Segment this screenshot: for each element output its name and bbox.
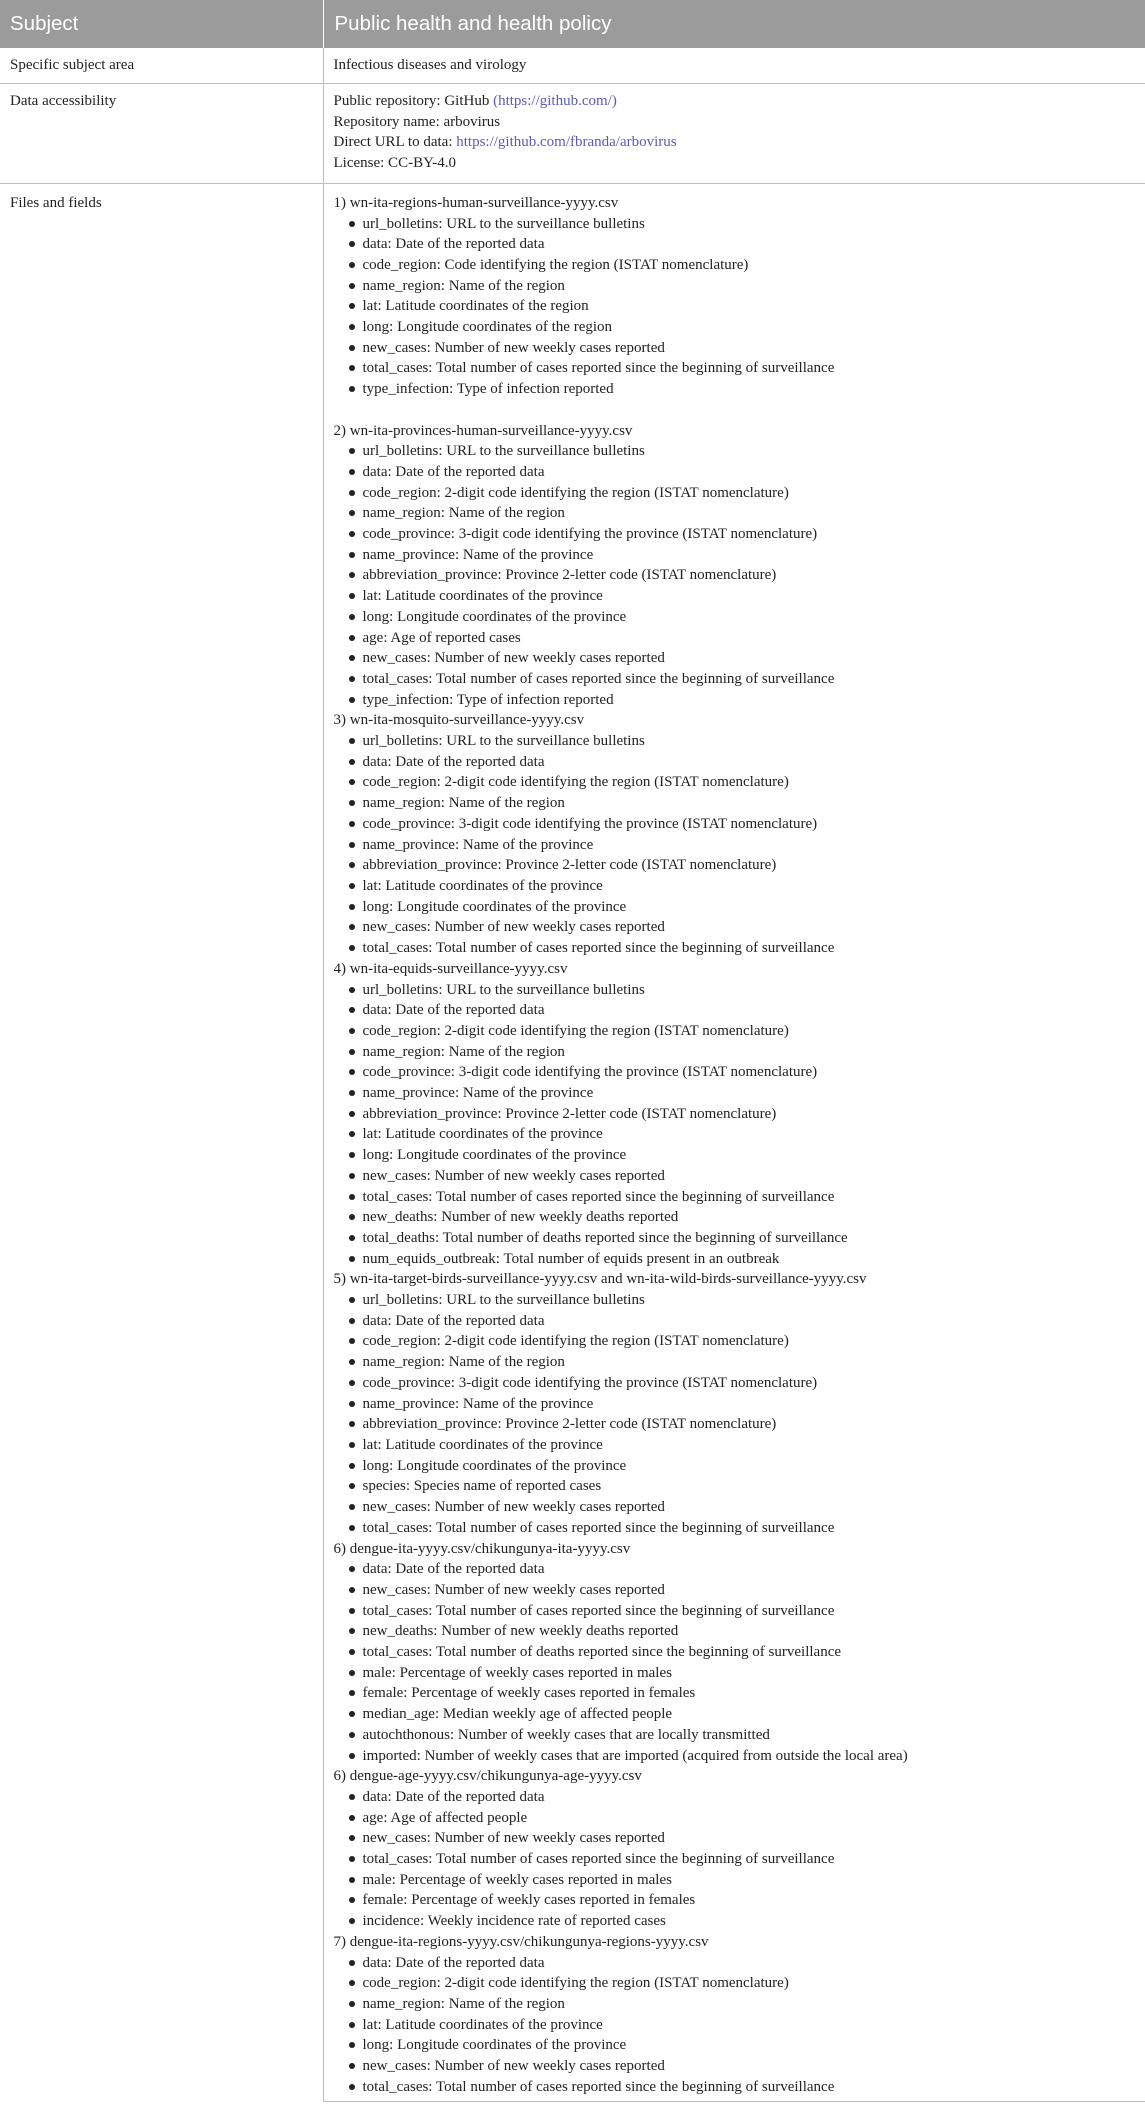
field-list-item: [349, 1663, 1136, 1684]
field-list-item: [349, 1394, 1136, 1415]
header-subject: Subject: [0, 0, 323, 48]
field-list: [334, 1290, 1136, 1538]
field-list-item: [349, 1725, 1136, 1746]
bullet-icon: [349, 904, 355, 910]
file-group: [334, 1539, 1136, 1767]
field-text: long: Longitude coordinates of the province: [362, 898, 627, 915]
bullet-icon: [349, 1442, 355, 1448]
table-row: [0, 183, 1145, 2102]
field-list-item: [349, 503, 1136, 524]
bullet-icon: [349, 1980, 355, 1986]
field-text: data: Date of the reported data: [362, 463, 545, 480]
field-list-item: [349, 214, 1136, 235]
field-list-item: [349, 1166, 1136, 1187]
direct-url-prefix: Direct URL to data:: [333, 134, 457, 151]
field-list-item: [349, 317, 1136, 338]
field-list-item: [349, 1000, 1136, 1021]
field-text: new_cases: Number of new weekly cases reported: [362, 919, 665, 936]
bullet-icon: [349, 1566, 355, 1572]
bullet-icon: [349, 490, 355, 496]
field-text: new_cases: Number of new weekly cases reported: [362, 650, 665, 667]
field-list-item: [349, 1228, 1136, 1249]
file-title: 5) wn-ita-target-birds-surveillance-yyyy.csv and wn-ita-wild-birds-surveillance-yyyy.csv: [333, 1271, 867, 1288]
bullet-icon: [349, 552, 355, 558]
field-list: [334, 214, 1136, 400]
bullet-icon: [349, 1069, 355, 1075]
field-list-item: [349, 1621, 1136, 1642]
field-list-item: [349, 524, 1136, 545]
field-list-item: [349, 1352, 1136, 1373]
file-title: 1) wn-ita-regions-human-surveillance-yyyy.csv: [333, 194, 619, 211]
bullet-icon: [349, 1152, 355, 1158]
field-list-item: [349, 938, 1136, 959]
row-label-data-accessibility: Data accessibility: [0, 84, 323, 184]
file-group: [334, 421, 1136, 711]
field-list-item: [349, 379, 1136, 400]
bullet-icon: [349, 531, 355, 537]
field-list-item: [349, 1187, 1136, 1208]
field-text: name_province: Name of the province: [362, 1085, 594, 1102]
bullet-icon: [349, 1318, 355, 1324]
field-list-item: [349, 1456, 1136, 1477]
field-text: code_region: 2-digit code identifying the region (ISTAT nomenclature): [362, 1022, 789, 1039]
field-list-item: [349, 1104, 1136, 1125]
field-text: type_infection: Type of infection reported: [362, 381, 614, 398]
field-list-item: [349, 1890, 1136, 1911]
row-value-data-accessibility: [323, 84, 1145, 184]
bullet-icon: [349, 1835, 355, 1841]
field-list-item: [349, 793, 1136, 814]
field-list-item: [349, 876, 1136, 897]
bullet-icon: [349, 1214, 355, 1220]
field-text: name_region: Name of the region: [362, 277, 565, 294]
field-text: incidence: Weekly incidence rate of reported cases: [362, 1913, 666, 1930]
field-text: lat: Latitude coordinates of the province: [362, 2016, 603, 2033]
field-text: code_region: 2-digit code identifying the region (ISTAT nomenclature): [362, 1333, 789, 1350]
field-text: name_region: Name of the region: [362, 1043, 565, 1060]
field-text: code_province: 3-digit code identifying the province (ISTAT nomenclature): [362, 1374, 818, 1391]
bullet-icon: [349, 345, 355, 351]
field-text: url_bolletins: URL to the surveillance bulletins: [362, 981, 645, 998]
field-list-item: [349, 1311, 1136, 1332]
bullet-icon: [349, 1877, 355, 1883]
field-list: [334, 1559, 1136, 1766]
field-text: age: Age of affected people: [362, 1809, 528, 1826]
repository-prefix: Public repository: GitHub: [333, 93, 494, 109]
bullet-icon: [349, 614, 355, 620]
file-title: 6) dengue-age-yyyy.csv/chikungunya-age-yyyy.csv: [333, 1768, 642, 1785]
bullet-icon: [349, 2001, 355, 2007]
field-text: new_cases: Number of new weekly cases reported: [362, 1830, 665, 1847]
field-text: new_deaths: Number of new weekly deaths reported: [362, 1623, 679, 1640]
file-group: [334, 1932, 1136, 2098]
file-group: [334, 959, 1136, 1270]
bullet-icon: [349, 1628, 355, 1634]
file-group: [334, 1766, 1136, 1932]
bullet-icon: [349, 469, 355, 475]
field-text: lat: Latitude coordinates of the province: [362, 878, 603, 894]
field-list-item: [349, 1290, 1136, 1311]
field-text: lat: Latitude coordinates of the province: [362, 1126, 603, 1143]
field-list-item: [349, 1973, 1136, 1994]
field-list-item: [349, 1870, 1136, 1891]
field-text: lat: Latitude coordinates of the province: [362, 1436, 603, 1453]
field-list-item: [349, 255, 1136, 276]
row-label-files-and-fields: Files and fields: [10, 194, 102, 211]
field-text: name_region: Name of the region: [362, 1995, 565, 2012]
file-title: 2) wn-ita-provinces-human-surveillance-yyyy.csv: [333, 422, 633, 439]
field-text: code_region: 2-digit code identifying the region (ISTAT nomenclature): [362, 484, 789, 501]
field-text: total_cases: Total number of cases reported since the beginning of surveillance: [362, 670, 835, 687]
bullet-icon: [349, 1504, 355, 1510]
bullet-icon: [349, 1111, 355, 1117]
bullet-icon: [349, 1359, 355, 1365]
field-text: male: Percentage of weekly cases reported in males: [362, 1664, 672, 1681]
bullet-icon: [349, 1794, 355, 1800]
bullet-icon: [349, 1401, 355, 1407]
field-text: imported: Number of weekly cases that are imported (acquired from outside the local area): [362, 1747, 908, 1764]
field-text: total_deaths: Total number of deaths reported since the beginning of surveillance: [362, 1229, 848, 1246]
field-text: data: Date of the reported data: [362, 753, 545, 770]
field-list-item: [349, 1601, 1136, 1622]
field-text: species: Species name of reported cases: [362, 1478, 602, 1495]
bullet-icon: [349, 593, 355, 599]
field-text: new_cases: Number of new weekly cases reported: [362, 339, 665, 356]
bullet-icon: [349, 800, 355, 806]
field-list-item: [349, 1497, 1136, 1518]
field-list-item: [349, 731, 1136, 752]
bullet-icon: [349, 283, 355, 289]
bullet-icon: [349, 779, 355, 785]
bullet-icon: [349, 1732, 355, 1738]
field-text: name_province: Name of the province: [362, 546, 594, 563]
field-text: new_cases: Number of new weekly cases reported: [362, 1167, 665, 1184]
field-text: total_cases: Total number of cases reported since the beginning of surveillance: [362, 1851, 835, 1868]
field-text: url_bolletins: URL to the surveillance bulletins: [362, 443, 645, 460]
field-text: name_province: Name of the province: [362, 836, 594, 853]
field-text: code_region: 2-digit code identifying the region (ISTAT nomenclature): [362, 774, 789, 791]
field-list-item: [349, 1746, 1136, 1767]
field-text: new_cases: Number of new weekly cases reported: [362, 1499, 665, 1516]
field-list: [334, 1787, 1136, 1932]
bullet-icon: [349, 1690, 355, 1696]
bullet-icon: [349, 1918, 355, 1924]
field-text: url_bolletins: URL to the surveillance bulletins: [362, 1292, 645, 1309]
field-text: abbreviation_province: Province 2-letter code (ISTAT nomenclature): [362, 1416, 777, 1433]
file-group: [334, 193, 1136, 400]
field-list-item: [349, 2077, 1136, 2098]
field-list-item: [349, 814, 1136, 835]
field-list-item: [349, 897, 1136, 918]
field-text: code_region: Code identifying the region (ISTAT nomenclature): [362, 256, 749, 273]
field-list-item: [349, 276, 1136, 297]
bullet-icon: [349, 883, 355, 889]
bullet-icon: [349, 1028, 355, 1034]
field-text: new_cases: Number of new weekly cases reported: [362, 1581, 665, 1598]
field-text: total_cases: Total number of cases reported since the beginning of surveillance: [362, 1519, 835, 1536]
field-list-item: [349, 338, 1136, 359]
field-list-item: [349, 1435, 1136, 1456]
file-title: 7) dengue-ita-regions-yyyy.csv/chikungunya-regions-yyyy.csv: [333, 1933, 709, 1950]
field-list-item: [349, 2035, 1136, 2056]
field-text: name_region: Name of the region: [362, 795, 565, 812]
field-list-item: [349, 1373, 1136, 1394]
field-list-item: [349, 752, 1136, 773]
field-list-item: [349, 607, 1136, 628]
bullet-icon: [349, 1670, 355, 1676]
field-list-item: [349, 628, 1136, 649]
bullet-icon: [349, 635, 355, 641]
field-list-item: [349, 441, 1136, 462]
field-list-item: [349, 835, 1136, 856]
field-list-item: [349, 1207, 1136, 1228]
field-text: total_cases: Total number of deaths reported since the beginning of surveillance: [362, 1644, 842, 1661]
field-text: url_bolletins: URL to the surveillance bulletins: [362, 733, 645, 750]
table-header-row: [0, 0, 1145, 48]
bullet-icon: [349, 2084, 355, 2090]
field-list-item: [349, 1683, 1136, 1704]
field-list-item: [349, 1808, 1136, 1829]
bullet-icon: [349, 987, 355, 993]
field-list-item: [349, 462, 1136, 483]
field-text: total_cases: Total number of cases reported since the beginning of surveillance: [362, 1602, 835, 1619]
field-list-item: [349, 234, 1136, 255]
file-title: 4) wn-ita-equids-surveillance-yyyy.csv: [333, 960, 568, 977]
field-text: name_province: Name of the province: [362, 1395, 594, 1412]
bullet-icon: [349, 676, 355, 682]
field-text: name_region: Name of the region: [362, 1354, 565, 1371]
row-value-files-and-fields: [323, 183, 1145, 2102]
field-list-item: [349, 1994, 1136, 2015]
bullet-icon: [349, 738, 355, 744]
bullet-icon: [349, 1049, 355, 1055]
field-list-item: [349, 1124, 1136, 1145]
files-list: [334, 193, 1136, 2098]
field-list-item: [349, 855, 1136, 876]
bullet-icon: [349, 1897, 355, 1903]
bullet-icon: [349, 572, 355, 578]
field-text: long: Longitude coordinates of the region: [362, 319, 613, 336]
field-text: data: Date of the reported data: [362, 1788, 545, 1805]
field-text: url_bolletins: URL to the surveillance bulletins: [362, 215, 645, 232]
row-label-subject-area: Specific subject area: [0, 48, 323, 84]
field-list-item: [349, 1062, 1136, 1083]
header-subject-value: Public health and health policy: [323, 0, 1145, 48]
field-text: data: Date of the reported data: [362, 1002, 545, 1019]
bullet-icon: [349, 303, 355, 309]
field-list-item: [349, 1476, 1136, 1497]
bullet-icon: [349, 1525, 355, 1531]
bullet-icon: [349, 1007, 355, 1013]
field-list: [334, 1953, 1136, 2098]
bullet-icon: [349, 365, 355, 371]
bullet-icon: [349, 1753, 355, 1759]
field-text: code_province: 3-digit code identifying the province (ISTAT nomenclature): [362, 526, 818, 543]
bullet-icon: [349, 2022, 355, 2028]
field-list-item: [349, 1580, 1136, 1601]
field-list-item: [349, 1518, 1136, 1539]
bullet-icon: [349, 1235, 355, 1241]
field-text: data: Date of the reported data: [362, 1561, 545, 1578]
field-text: name_region: Name of the region: [362, 505, 565, 522]
field-list-item: [349, 2056, 1136, 2077]
repository-name: Repository name: arbovirus: [333, 113, 501, 130]
bullet-icon: [349, 655, 355, 661]
field-list-item: [349, 565, 1136, 586]
table-row: [0, 48, 1145, 84]
bullet-icon: [349, 324, 355, 330]
field-text: data: Date of the reported data: [362, 1312, 545, 1329]
bullet-icon: [349, 2063, 355, 2069]
bullet-icon: [349, 1090, 355, 1096]
file-group: [334, 710, 1136, 958]
field-list-item: [349, 1849, 1136, 1870]
bullet-icon: [349, 386, 355, 392]
field-list-item: [349, 1828, 1136, 1849]
license: License: CC-BY-4.0: [333, 155, 456, 172]
field-list-item: [349, 1559, 1136, 1580]
field-list-item: [349, 690, 1136, 711]
field-list-item: [349, 1704, 1136, 1725]
field-list-item: [349, 296, 1136, 317]
field-list-item: [349, 483, 1136, 504]
bullet-icon: [349, 1856, 355, 1862]
bullet-icon: [349, 2042, 355, 2048]
field-text: long: Longitude coordinates of the province: [362, 2037, 627, 2054]
field-list-item: [349, 772, 1136, 793]
bullet-icon: [349, 1338, 355, 1344]
field-list-item: [349, 1331, 1136, 1352]
field-list-item: [349, 1145, 1136, 1166]
bullet-icon: [349, 1815, 355, 1821]
bullet-icon: [349, 697, 355, 703]
field-text: new_cases: Number of new weekly cases reported: [362, 2058, 665, 2075]
bullet-icon: [349, 1711, 355, 1717]
field-list: [334, 441, 1136, 710]
bullet-icon: [349, 1587, 355, 1593]
field-text: abbreviation_province: Province 2-letter code (ISTAT nomenclature): [362, 1105, 777, 1122]
field-text: total_cases: Total number of cases reported since the beginning of surveillance: [362, 2078, 835, 2095]
bullet-icon: [349, 262, 355, 268]
field-text: num_equids_outbreak: Total number of equids present in an outbreak: [362, 1250, 780, 1267]
field-list-item: [349, 917, 1136, 938]
field-text: code_province: 3-digit code identifying the province (ISTAT nomenclature): [362, 815, 818, 832]
bullet-icon: [349, 1194, 355, 1200]
field-text: median_age: Median weekly age of affected people: [362, 1706, 673, 1723]
field-text: code_province: 3-digit code identifying the province (ISTAT nomenclature): [362, 1064, 818, 1081]
bullet-icon: [349, 1297, 355, 1303]
bullet-icon: [349, 241, 355, 247]
field-list-item: [349, 1021, 1136, 1042]
field-text: autochthonous: Number of weekly cases that are locally transmitted: [362, 1726, 770, 1743]
field-list-item: [349, 1911, 1136, 1932]
bullet-icon: [349, 759, 355, 765]
bullet-icon: [349, 1649, 355, 1655]
field-list-item: [349, 545, 1136, 566]
table-row: [0, 84, 1145, 184]
field-text: female: Percentage of weekly cases reported in females: [362, 1685, 696, 1702]
field-list-item: [349, 1787, 1136, 1808]
row-value-subject-area: Infectious diseases and virology: [323, 48, 1145, 84]
file-title: 3) wn-ita-mosquito-surveillance-yyyy.csv: [333, 712, 585, 729]
field-list-item: [349, 1042, 1136, 1063]
bullet-icon: [349, 1173, 355, 1179]
field-text: long: Longitude coordinates of the province: [362, 608, 627, 625]
bullet-icon: [349, 1256, 355, 1262]
bullet-icon: [349, 862, 355, 868]
bullet-icon: [349, 1380, 355, 1386]
field-list: [334, 731, 1136, 959]
bullet-icon: [349, 221, 355, 227]
field-text: total_cases: Total number of cases reported since the beginning of surveillance: [362, 940, 835, 957]
bullet-icon: [349, 924, 355, 930]
field-list: [334, 980, 1136, 1270]
field-text: abbreviation_province: Province 2-letter code (ISTAT nomenclature): [362, 857, 777, 874]
bullet-icon: [349, 821, 355, 827]
field-text: male: Percentage of weekly cases reported in males: [362, 1871, 672, 1888]
field-list-item: [349, 980, 1136, 1001]
repository-line: [334, 91, 1136, 112]
bullet-icon: [349, 1483, 355, 1489]
bullet-icon: [349, 1463, 355, 1469]
field-list-item: [349, 1083, 1136, 1104]
field-text: total_cases: Total number of cases reported since the beginning of surveillance: [362, 1188, 835, 1205]
field-list-item: [349, 2015, 1136, 2036]
field-text: code_region: 2-digit code identifying the region (ISTAT nomenclature): [362, 1975, 789, 1992]
field-list-item: [349, 586, 1136, 607]
field-list-item: [349, 1953, 1136, 1974]
field-list-item: [349, 358, 1136, 379]
field-text: total_cases: Total number of cases reported since the beginning of surveillance: [362, 360, 835, 377]
bullet-icon: [349, 1131, 355, 1137]
field-text: long: Longitude coordinates of the province: [362, 1147, 627, 1164]
field-text: type_infection: Type of infection reported: [362, 691, 614, 708]
field-text: long: Longitude coordinates of the province: [362, 1457, 627, 1474]
field-text: data: Date of the reported data: [362, 1954, 545, 1971]
field-text: new_deaths: Number of new weekly deaths reported: [362, 1209, 679, 1226]
field-list-item: [349, 1414, 1136, 1435]
field-list-item: [349, 1249, 1136, 1270]
bullet-icon: [349, 510, 355, 516]
bullet-icon: [349, 842, 355, 848]
field-text: lat: Latitude coordinates of the province: [362, 588, 603, 605]
field-list-item: [349, 669, 1136, 690]
field-text: age: Age of reported cases: [362, 629, 521, 646]
field-text: female: Percentage of weekly cases reported in females: [362, 1892, 696, 1909]
bullet-icon: [349, 448, 355, 454]
field-text: abbreviation_province: Province 2-letter code (ISTAT nomenclature): [362, 567, 777, 584]
file-title: 6) dengue-ita-yyyy.csv/chikungunya-ita-yyyy.csv: [333, 1540, 631, 1557]
bullet-icon: [349, 945, 355, 951]
github-link[interactable]: (https://github.com/): [493, 93, 617, 109]
direct-url-line: [334, 132, 1136, 153]
field-text: lat: Latitude coordinates of the region: [362, 298, 589, 315]
bullet-icon: [349, 1421, 355, 1427]
file-group: [334, 1269, 1136, 1538]
bullet-icon: [349, 1960, 355, 1966]
direct-url-link[interactable]: https://github.com/fbranda/arbovirus: [456, 134, 677, 151]
field-list-item: [349, 648, 1136, 669]
bullet-icon: [349, 1608, 355, 1614]
field-list-item: [349, 1642, 1136, 1663]
field-text: data: Date of the reported data: [362, 236, 545, 253]
